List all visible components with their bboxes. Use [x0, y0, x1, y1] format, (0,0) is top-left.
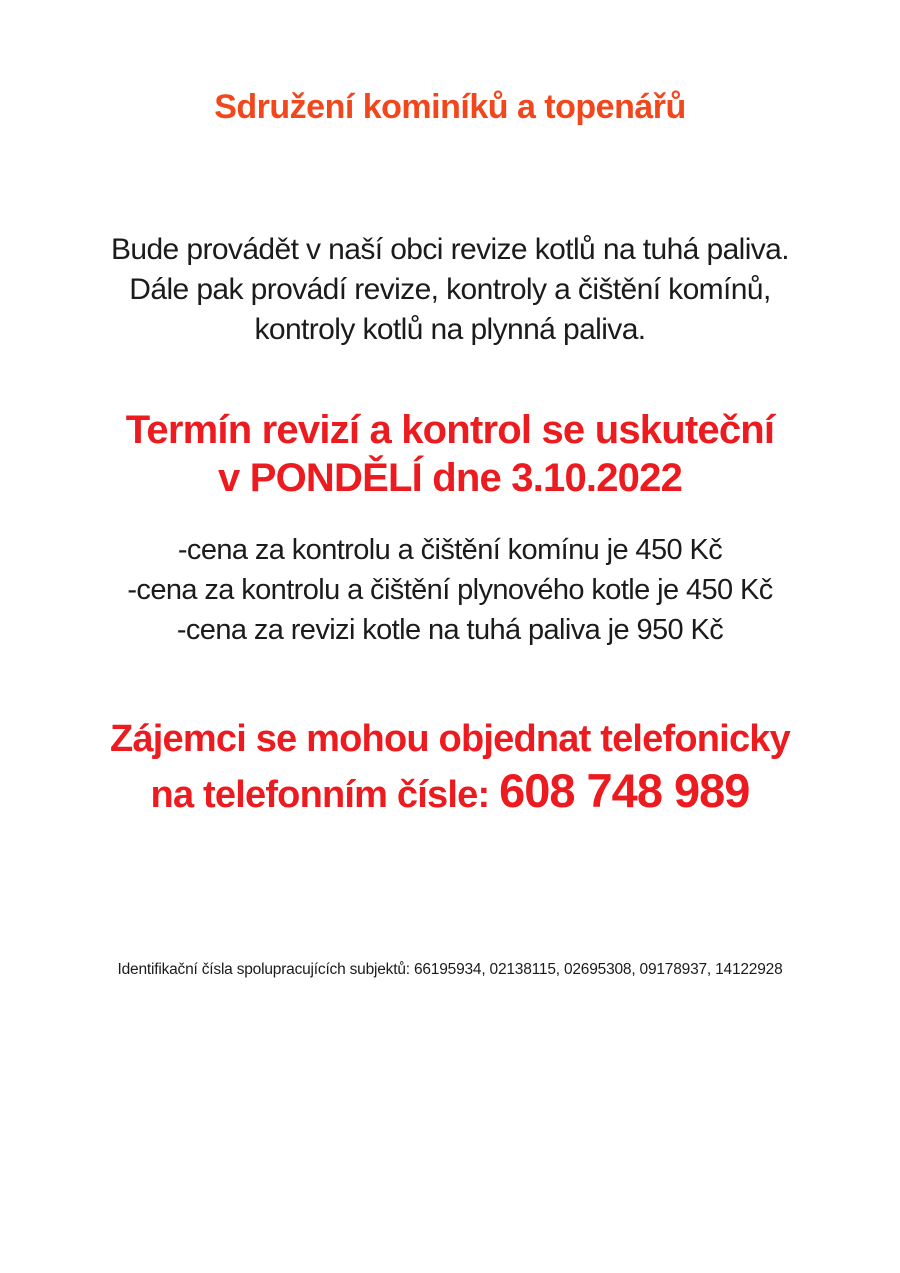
phone-number: 608 748 989 [499, 764, 750, 817]
contact-phone-label: na telefonním čísle: [150, 774, 500, 816]
footer-identification-numbers: Identifikační čísla spolupracujících subjektů: 66195934, 02138115, 02695308, 09178937, 14122928 [117, 961, 783, 978]
contact-section [0, 714, 900, 821]
contact-line-1: Zájemci se mohou objednat telefonicky [110, 718, 790, 760]
flyer-title: Sdružení kominíků a topenářů [214, 88, 686, 126]
intro-paragraph [0, 230, 900, 350]
price-item-chimney: -cena za kontrolu a čištění komínu je 450 Kč [177, 534, 723, 566]
contact-line-2 [0, 765, 900, 821]
price-item-gas-boiler: -cena za kontrolu a čištění plynového kotle je 450 Kč [127, 574, 773, 606]
intro-line-2: Dále pak provádí revize, kontroly a čištění komínů, [129, 273, 771, 306]
schedule-heading [0, 406, 900, 502]
intro-line-3: kontroly kotlů na plynná paliva. [254, 313, 646, 346]
schedule-heading-line-1: Termín revizí a kontrol se uskuteční [125, 408, 775, 452]
price-item-solid-fuel-boiler: -cena za revizi kotle na tuhá paliva je 950 Kč [176, 614, 724, 646]
intro-line-1: Bude provádět v naší obci revize kotlů na tuhá paliva. [110, 233, 790, 266]
schedule-heading-line-2: v PONDĚLÍ dne 3.10.2022 [217, 456, 683, 500]
price-list [0, 530, 900, 650]
